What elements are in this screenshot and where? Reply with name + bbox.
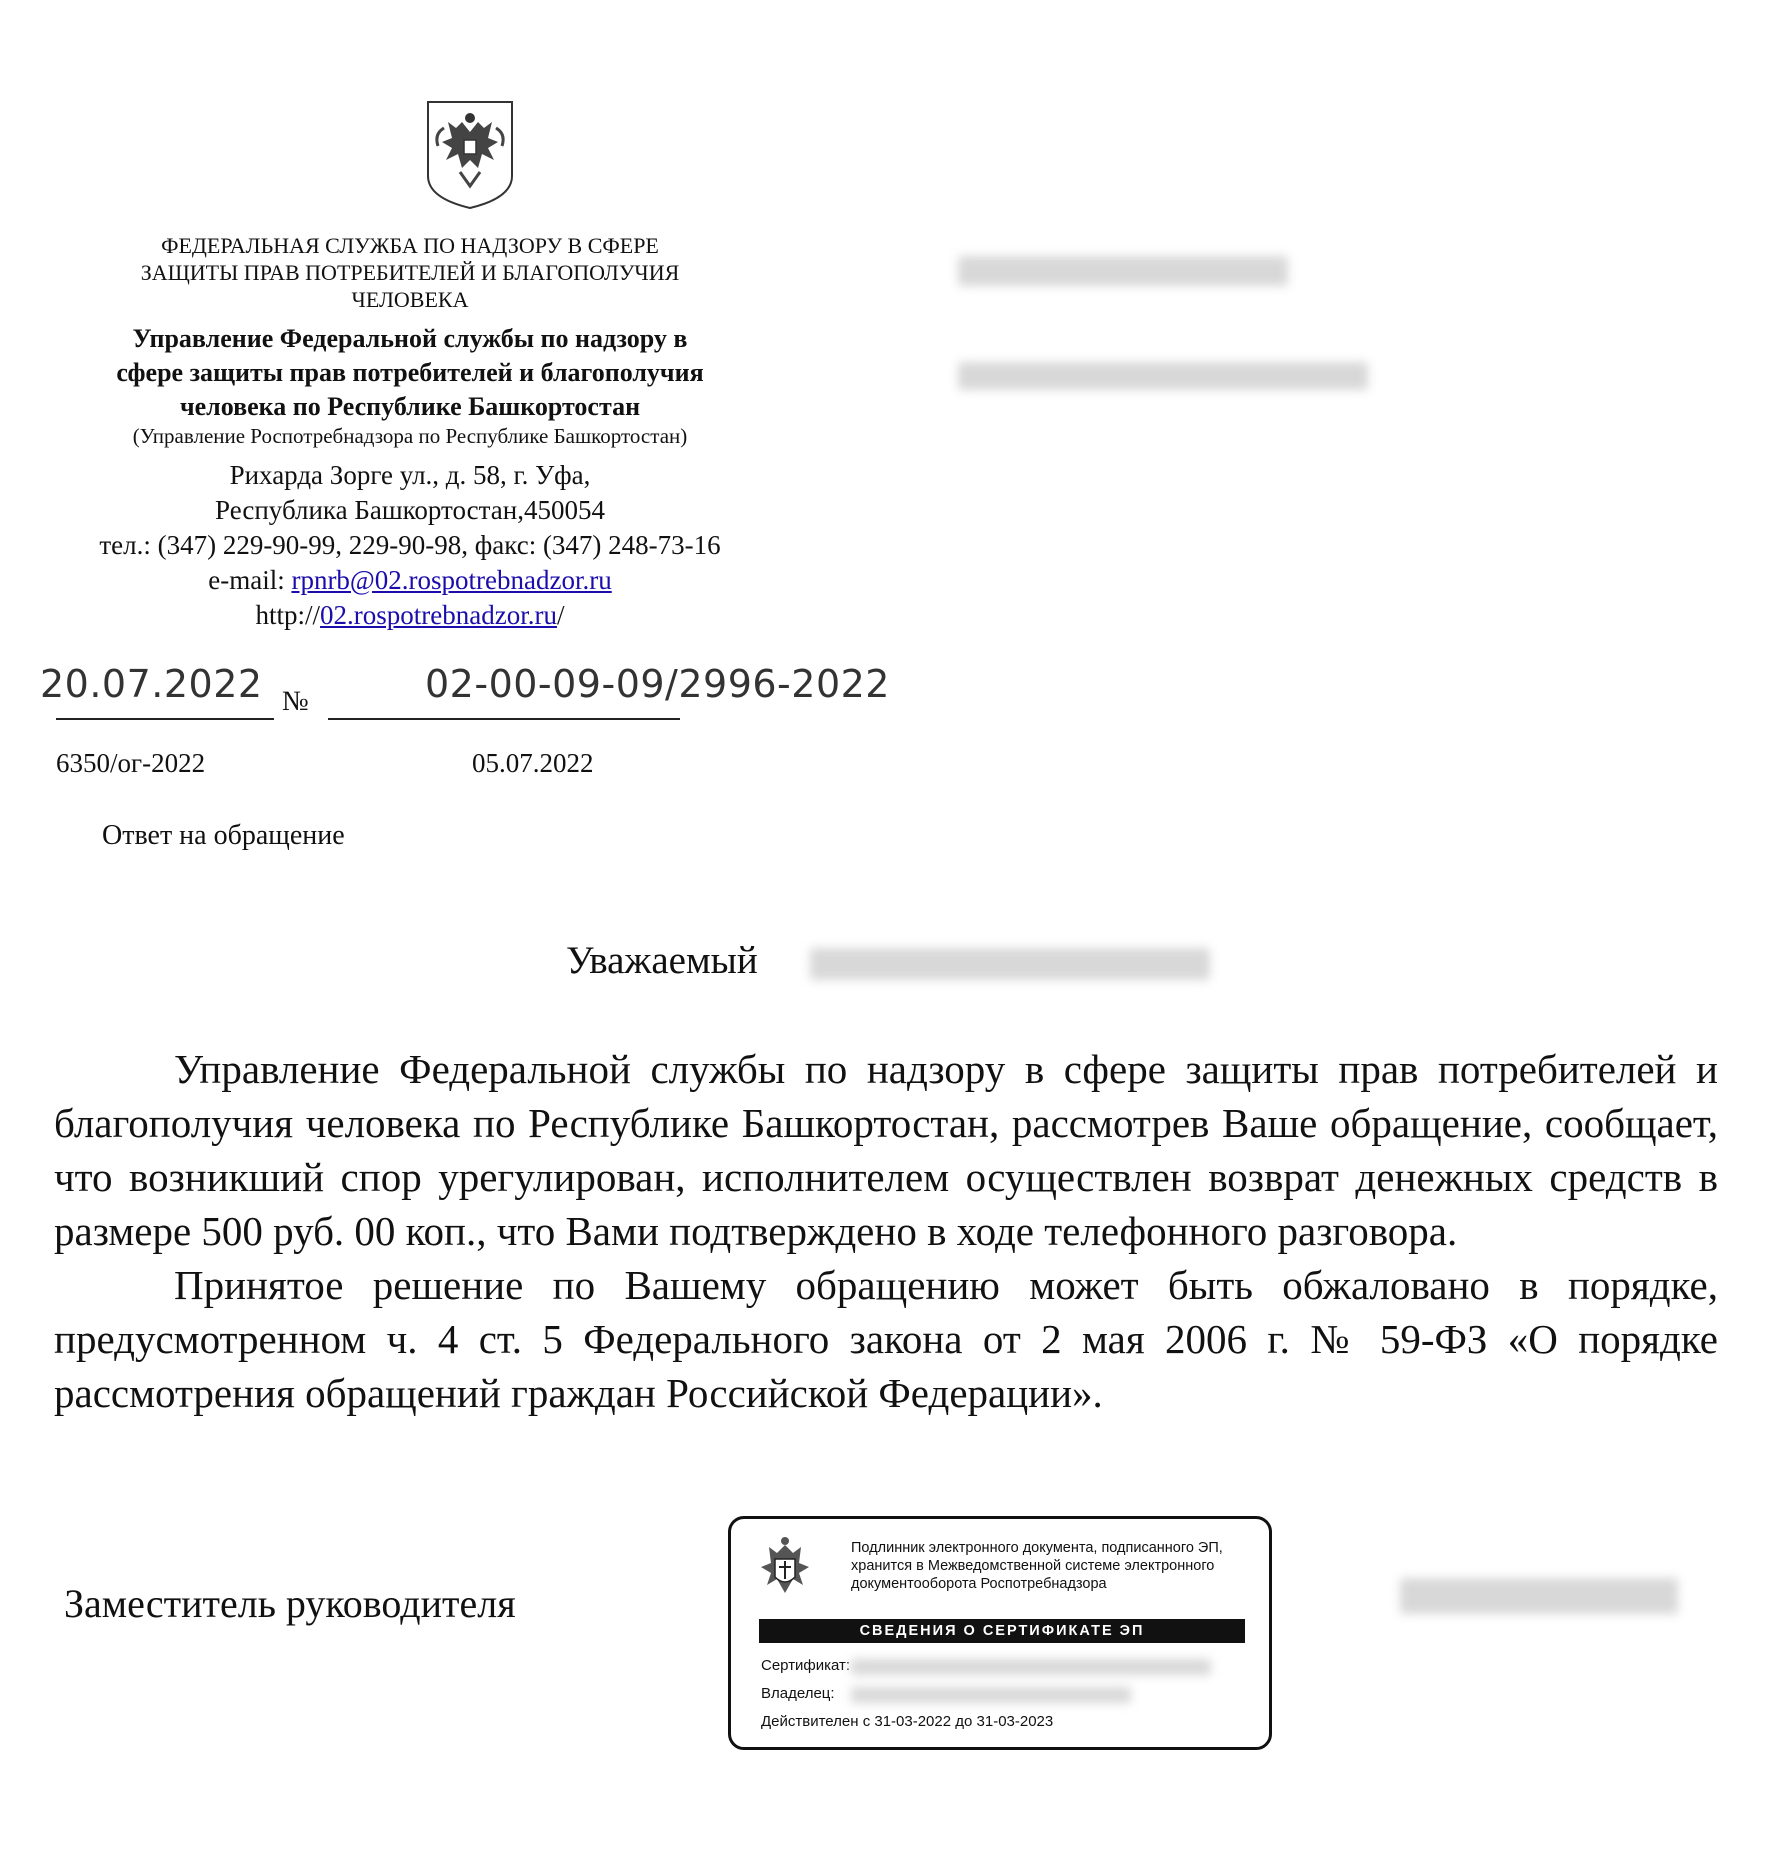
agency-line: ЗАЩИТЫ ПРАВ ПОТРЕБИТЕЛЕЙ И БЛАГОПОЛУЧИЯ <box>140 260 680 285</box>
agency-line: ФЕДЕРАЛЬНАЯ СЛУЖБА ПО НАДЗОРУ В СФЕРЕ <box>161 233 659 258</box>
date-underline <box>56 718 274 720</box>
document-date: 20.07.2022 <box>40 662 263 706</box>
coat-of-arms-icon <box>424 98 516 210</box>
owner-label: Владелец: <box>761 1685 835 1702</box>
stamp-note-line: хранится в Межведомственной системе электронного <box>851 1558 1215 1574</box>
agency-name <box>60 232 760 313</box>
department-line: человека по Республике Башкортостан <box>179 392 641 421</box>
greeting: Уважаемый <box>566 939 758 982</box>
paragraph: Управление Федеральной службы по надзору в сфере защиты прав потребителей и благополучия человека по Республике Башкортостан, рассмотрев Ваше обращение, сообщает, что возникший спор урегулирован, исполнителем осуществлен возврат денежных средств в размере 500 руб. 00 коп., что Вами подтверждено в ходе телефонного разговора. <box>54 1046 1718 1254</box>
email-label: e-mail: <box>208 565 292 595</box>
incoming-reference: 6350/ог-2022 <box>56 748 206 778</box>
certificate-header: СВЕДЕНИЯ О СЕРТИФИКАТЕ ЭП <box>759 1619 1245 1643</box>
website-suffix: / <box>556 600 565 630</box>
e-signature-stamp <box>728 1516 1272 1750</box>
email-line <box>40 563 780 598</box>
signatory-name-redacted <box>1400 1578 1678 1614</box>
department-name <box>50 322 770 424</box>
stamp-note <box>851 1539 1261 1593</box>
stamp-note-line: документооборота Роспотребнадзора <box>851 1576 1107 1592</box>
subject: Ответ на обращение <box>102 820 345 851</box>
address-line-1: Рихарда Зорге ул., д. 58, г. Уфа, <box>229 460 591 490</box>
validity-period: Действителен с 31-03-2022 до 31-03-2023 <box>761 1713 1054 1730</box>
recipient-name-redacted <box>958 256 1288 286</box>
recipient-email-redacted <box>958 362 1368 390</box>
website-prefix: http:// <box>255 600 321 630</box>
number-sign: № <box>282 686 309 717</box>
document-number: 02-00-09-09/2996-2022 <box>425 662 890 706</box>
addressee-name-redacted <box>810 948 1210 980</box>
department-line: сфере защиты прав потребителей и благополучия <box>116 358 704 387</box>
number-underline <box>328 718 680 720</box>
website-line <box>40 598 780 633</box>
letter-body <box>54 1042 1718 1420</box>
signatory-title: Заместитель руководителя <box>64 1581 516 1626</box>
certificate-label: Сертификат: <box>761 1657 851 1674</box>
rospotrebnadzor-emblem-icon <box>755 1533 815 1603</box>
contact-block <box>40 458 780 633</box>
address-line-2: Республика Башкортостан,450054 <box>215 495 605 525</box>
email-link[interactable]: rpnrb@02.rospotrebnadzor.ru <box>291 565 612 595</box>
owner-value-redacted <box>851 1687 1131 1703</box>
phone-line: тел.: (347) 229-90-99, 229-90-98, факс: (347) 248-73-16 <box>99 530 721 560</box>
paragraph: Принятое решение по Вашему обращению может быть обжаловано в порядке, предусмотренном ч. 4 ст. 5 Федерального закона от 2 мая 2006 г. № 59-ФЗ «О порядке рассмотрения обращений граждан Российской Федерации». <box>54 1262 1718 1416</box>
website-link[interactable]: 02.rospotrebnadzor.ru <box>320 600 557 630</box>
department-short-name: (Управление Роспотребнадзора по Республике Башкортостан) <box>132 424 688 448</box>
certificate-value-redacted <box>851 1659 1211 1675</box>
incoming-date: 05.07.2022 <box>472 748 594 778</box>
department-line: Управление Федеральной службы по надзору в <box>132 324 688 353</box>
agency-line: ЧЕЛОВЕКА <box>351 287 469 312</box>
stamp-note-line: Подлинник электронного документа, подписанного ЭП, <box>851 1540 1223 1556</box>
